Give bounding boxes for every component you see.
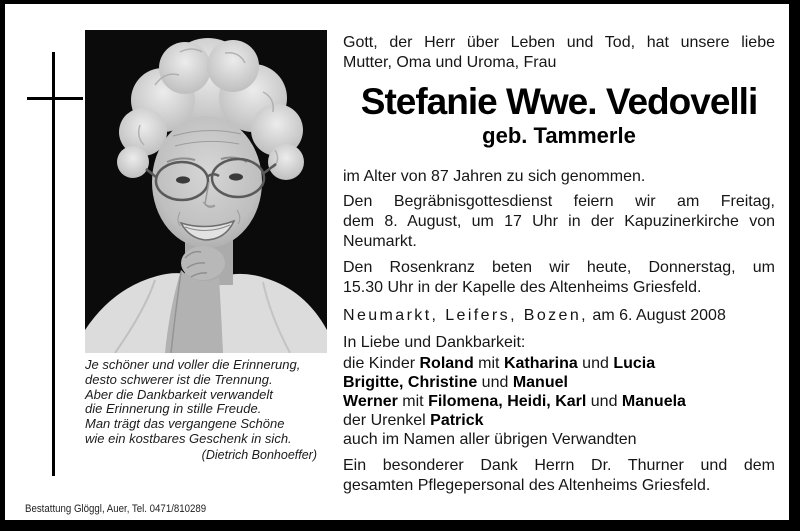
family-line: auch im Namen aller übrigen Verwandten — [343, 431, 637, 448]
quote-line: die Erinnerung in stille Freude. — [85, 401, 262, 417]
rosary-line: 15.30 Uhr in der Kapelle des Altenheims Griesfeld. — [343, 279, 702, 296]
family-line — [343, 354, 775, 373]
maiden-name: geb. Tammerle — [482, 123, 636, 148]
family-text: mit — [397, 393, 429, 410]
quote-line: desto schwerer ist die Trennung. — [85, 371, 273, 387]
family-name: Brigitte, Christine — [343, 374, 478, 391]
family-line — [343, 411, 775, 430]
funeral-service-paragraph — [343, 192, 775, 252]
intro-line: Gott, der Herr über Leben und Tod, hat unsere liebe — [343, 34, 775, 51]
family-list — [343, 354, 775, 449]
funeral-line: Den Begräbnisgottesdienst feiern wir am Freitag, — [343, 193, 775, 210]
family-text: und — [577, 355, 614, 372]
quote-line: wie ein kostbares Geschenk in sich. — [85, 430, 292, 446]
family-name: Filomena, Heidi, Karl — [428, 393, 587, 410]
age-line: im Alter von 87 Jahren zu sich genommen. — [343, 168, 646, 185]
family-name: Roland — [419, 355, 474, 372]
family-text: und — [586, 393, 622, 410]
family-text: die Kinder — [343, 355, 420, 372]
funeral-line: dem 8. August, um 17 Uhr in der Kapuzinerkirche von — [343, 213, 775, 230]
family-name: Patrick — [430, 412, 484, 429]
quote-line: Je schöner und voller die Erinnerung, — [85, 357, 301, 372]
family-name: Katharina — [503, 355, 578, 372]
family-line — [343, 392, 775, 411]
quote-line: Aber die Dankbarkeit verwandelt — [85, 386, 273, 402]
family-name: Manuel — [512, 374, 568, 391]
dateline-places: Neumarkt, Leifers, Bozen, — [343, 307, 588, 324]
funeral-home-line: Bestattung Glöggl, Auer, Tel. 0471/810289 — [25, 503, 207, 515]
notice-text-column — [343, 33, 775, 496]
deceased-name: Stefanie Wwe. Vedovelli — [360, 81, 758, 122]
intro-line: Mutter, Oma und Uroma, Frau — [343, 54, 557, 71]
quote-line: Man trägt das vergangene Schöne — [85, 416, 285, 432]
portrait-elderly-woman-illustration — [85, 30, 327, 353]
family-name: Manuela — [621, 393, 686, 410]
rosary-line: Den Rosenkranz beten wir heute, Donnerstag, um — [343, 259, 775, 276]
family-name: Lucia — [613, 355, 656, 372]
intro-paragraph — [343, 33, 775, 73]
thanks-line: Ein besonderer Dank Herrn Dr. Thurner und dem — [343, 457, 775, 474]
family-line — [343, 373, 775, 392]
family-text: und — [477, 374, 513, 391]
closing-line: In Liebe und Dankbarkeit: — [343, 334, 526, 351]
memorial-quote — [85, 358, 317, 463]
dateline — [343, 306, 775, 326]
portrait-photo — [85, 30, 327, 353]
rosary-paragraph — [343, 258, 775, 298]
thanks-line: gesamten Pflegepersonal des Altenheims Griesfeld. — [343, 477, 711, 494]
family-text: der Urenkel — [343, 412, 431, 429]
funeral-line: Neumarkt. — [343, 233, 417, 250]
obituary-sheet — [5, 4, 789, 520]
family-name: Werner — [343, 393, 398, 410]
dateline-date: am 6. August 2008 — [587, 307, 726, 324]
family-text: mit — [473, 355, 504, 372]
cross-vertical-bar — [52, 52, 55, 476]
quote-attribution: (Dietrich Bonhoeffer) — [201, 447, 317, 462]
thanks-paragraph — [343, 456, 775, 496]
cross-horizontal-bar — [27, 97, 83, 100]
